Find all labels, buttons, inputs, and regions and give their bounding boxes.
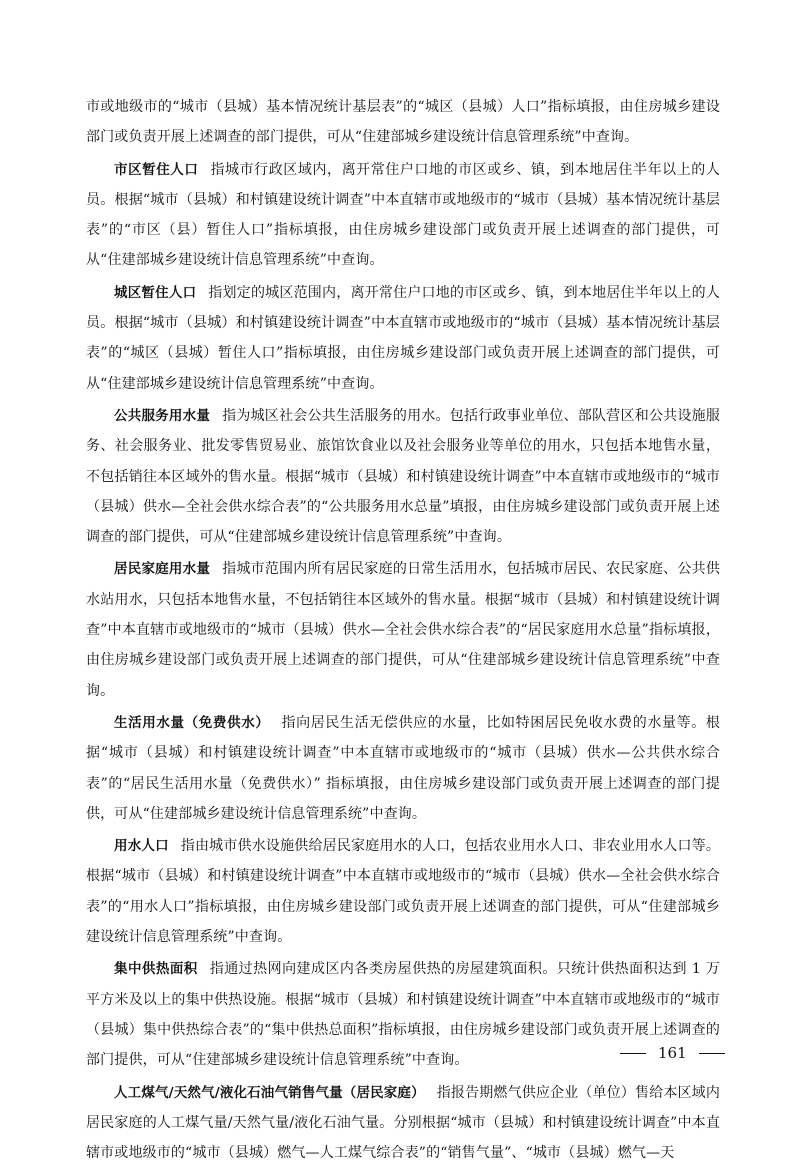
footer-dash-right	[699, 1053, 725, 1054]
paragraph-continued	[86, 92, 720, 153]
paragraph-text: 指向居民生活无偿供应的水量，比如特困居民免收水费的水量等。根据“城市（县城）和村镇建设统计调查”中本直辖市或地级市的“城市（县城）供水—公共供水综合表”的“居民生活用水量（免费供水）” 指标填报，由住房城乡建设部门或负责开展上述调查的部门提供，可从“住建部城乡建设统计信息管理系统”中查询。	[86, 714, 721, 822]
page-number: 161	[658, 1044, 687, 1062]
paragraph-text: 指划定的城区范围内，离开常住户口地的市区或乡、镇，到本地居住半年以上的人员。根据“城市（县城）和村镇建设统计调查”中本直辖市或地级市的“城市（县城）基本情况统计基层表”的“城区（县城）暂住人口”指标填报，由住房城乡建设部门或负责开展上述调查的部门提供，可从“住建部城乡建设统计信息管理系统”中查询。	[86, 284, 720, 392]
paragraph-household-water	[86, 554, 720, 705]
term-heading: 集中供热面积	[114, 961, 198, 978]
paragraph-text: 市或地级市的“城市（县城）基本情况统计基层表”的“城区（县城）人口”指标填报，由住房城乡建设部门或负责开展上述调查的部门提供，可从“住建部城乡建设统计信息管理系统”中查询。	[86, 99, 720, 146]
term-heading: 用水人口	[114, 838, 169, 855]
paragraph-water-population	[86, 831, 720, 952]
paragraph-urban-area-temporary-population	[86, 278, 720, 399]
paragraph-text: 指由城市供水设施供给居民家庭用水的人口，包括农业用水人口、非农业用水人口等。根据“城市（县城）和村镇建设统计调查”中本直辖市或地级市的“城市（县城）供水—全社会供水综合表”的“用水人口”指标填报，由住房城乡建设部门或负责开展上述调查的部门提供，可从“住建部城乡建设统计信息管理系统”中查询。	[86, 838, 720, 946]
paragraph-text: 指城市行政区域内，离开常住户口地的市区或乡、镇，到本地居住半年以上的人员。根据“城市（县城）和村镇建设统计调查”中本直辖市或地级市的“城市（县城）基本情况统计基层表”的“市区（县）暂住人口”指标填报，由住房城乡建设部门或负责开展上述调查的部门提供，可从“住建部城乡建设统计信息管理系统”中查询。	[86, 161, 721, 269]
paragraph-free-water	[86, 708, 720, 829]
term-heading: 市区暂住人口	[114, 161, 199, 178]
document-body	[86, 92, 720, 1170]
paragraph-public-service-water	[86, 401, 720, 552]
term-heading: 城区暂住人口	[114, 284, 197, 301]
paragraph-urban-district-temporary-population	[86, 155, 720, 276]
paragraph-text: 指城市范围内所有居民家庭的日常生活用水，包括城市居民、农民家庭、公共供水站用水，只包括本地售水量，不包括销往本区域外的售水量。根据“城市（县城）和村镇建设统计调查”中本直辖市或地级市的“城市（县城）供水—全社会供水综合表”的“居民家庭用水总量”指标填报，由住房城乡建设部门或负责开展上述调查的部门提供，可从“住建部城乡建设统计信息管理系统”中查询。	[86, 561, 721, 699]
paragraph-text: 指通过热网向建成区内各类房屋供热的房屋建筑面积。只统计供热面积达到 1 万平方米及以上的集中供热设施。根据“城市（县城）和村镇建设统计调查”中本直辖市或地级市的“城市（县城）集中供热综合表”的“集中供热总面积”指标填报，由住房城乡建设部门或负责开展上述调查的部门提供，可从“住建部城乡建设统计信息管理系统”中查询。	[86, 961, 720, 1069]
footer-dash-left	[620, 1053, 646, 1054]
term-heading: 人工煤气/天然气/液化石油气销售气量（居民家庭）	[114, 1084, 425, 1101]
page-footer	[620, 1044, 725, 1062]
term-heading: 居民家庭用水量	[114, 561, 211, 578]
term-heading: 公共服务用水量	[114, 407, 211, 424]
paragraph-text: 指为城区社会公共生活服务的用水。包括行政事业单位、部队营区和公共设施服务、社会服务业、批发零售贸易业、旅馆饮食业以及社会服务业等单位的用水，只包括本地售水量，不包括销往本区域外的售水量。根据“城市（县城）和村镇建设统计调查”中本直辖市或地级市的“城市（县城）供水—全社会供水综合表”的“公共服务用水总量”填报，由住房城乡建设部门或负责开展上述调查的部门提供，可从“住建部城乡建设统计信息管理系统”中查询。	[86, 407, 721, 546]
paragraph-gas-sales	[86, 1078, 720, 1169]
term-heading: 生活用水量（免费供水）	[114, 714, 270, 731]
paragraph-text: 指报告期燃气供应企业（单位）售给本区域内居民家庭的人工煤气量/天然气量/液化石油气量。分别根据“城市（县城）和村镇建设统计调查”中本直辖市或地级市的“城市（县城）燃气—人工煤气综合表”的“销售气量”、“城市（县城）燃气—天	[86, 1084, 720, 1162]
